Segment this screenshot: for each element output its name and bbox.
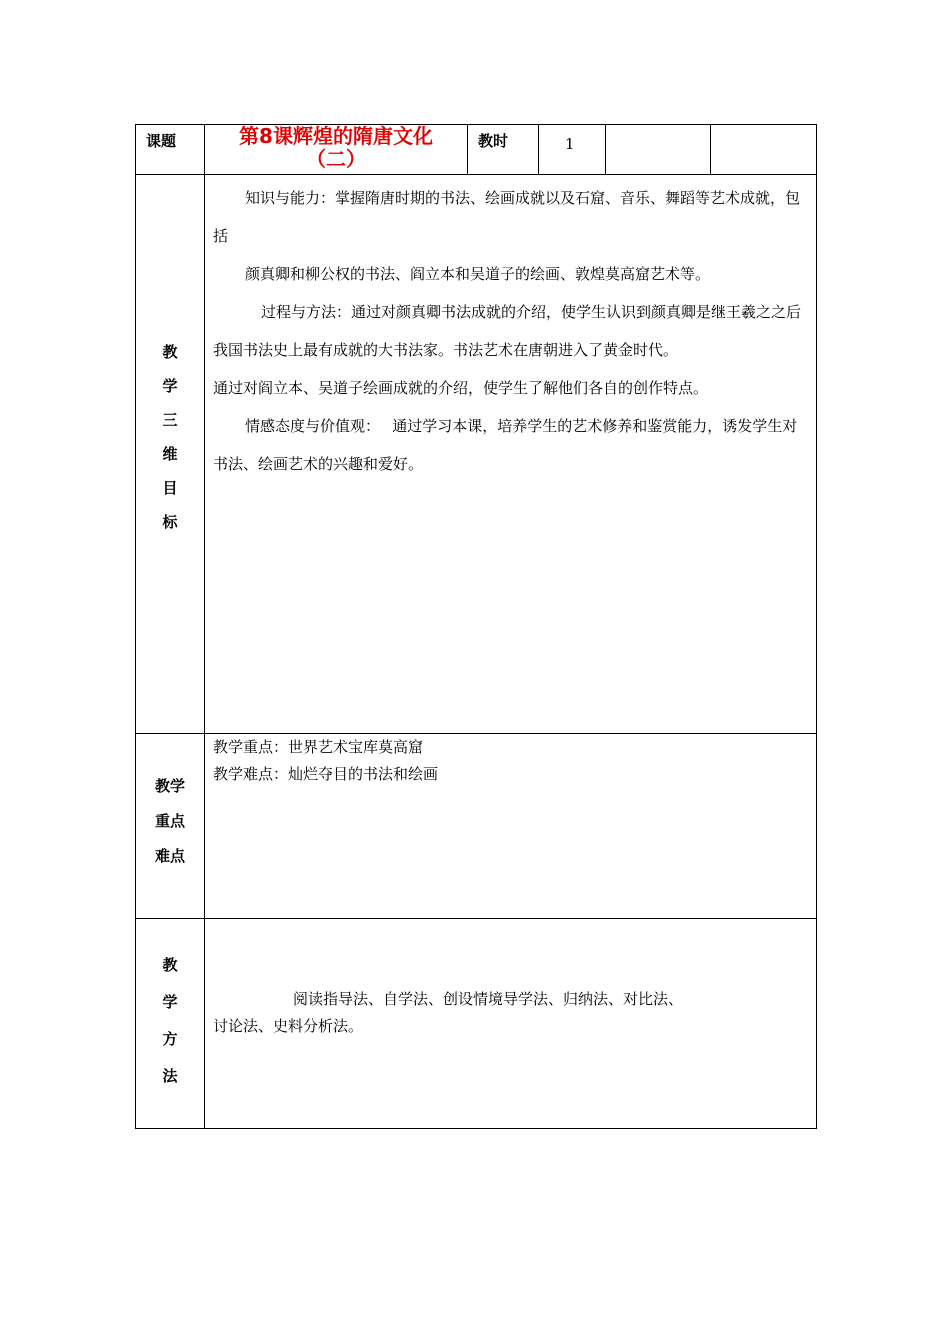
objective-knowledge-detail: 颜真卿和柳公权的书法、阎立本和吴道子的绘画、敦煌莫高窟艺术等。 xyxy=(245,265,711,283)
key-points-label-line: 重点 xyxy=(154,811,185,830)
teaching-difficulty: 教学难点：灿烂夺目的书法和绘画 xyxy=(213,765,439,783)
lesson-title-line2: （二） xyxy=(306,147,366,171)
key-points-content xyxy=(205,734,817,919)
objectives-label-char: 三 xyxy=(162,410,178,429)
key-points-label-line: 教学 xyxy=(154,776,185,795)
empty-cell-2 xyxy=(711,125,817,175)
objective-attitude: 情感态度与价值观： 通过学习本课，培养学生的艺术修养和鉴赏能力，诱发学生对书法、绘画艺术的兴趣和爱好。 xyxy=(213,417,798,473)
key-points-label xyxy=(136,734,205,919)
hours-value: 1 xyxy=(539,125,606,175)
lesson-title xyxy=(205,125,468,175)
lesson-plan-table xyxy=(135,124,817,1129)
objectives-row xyxy=(136,175,817,734)
empty-cell-1 xyxy=(606,125,711,175)
methods-label xyxy=(136,919,205,1129)
objectives-label-char: 学 xyxy=(162,376,178,395)
methods-line1: 阅读指导法、自学法、创设情境导学法、归纳法、对比法、 xyxy=(293,990,684,1008)
objectives-label-char: 标 xyxy=(162,512,178,531)
methods-label-char: 方 xyxy=(162,1029,178,1048)
teaching-focus: 教学重点：世界艺术宝库莫高窟 xyxy=(213,738,424,756)
objectives-label-char: 维 xyxy=(162,444,178,463)
lesson-title-line1: 第8课辉煌的隋唐文化 xyxy=(239,124,433,148)
header-row xyxy=(136,125,817,175)
hours-label: 教时 xyxy=(468,125,539,175)
methods-line2: 讨论法、史料分析法。 xyxy=(213,1017,364,1035)
objective-process: 过程与方法：通过对颜真卿书法成就的介绍，使学生认识到颜真卿是继王羲之之后我国书法史上最有成就的大书法家。书法艺术在唐朝进入了黄金时代。 xyxy=(213,303,802,359)
objectives-label xyxy=(136,175,205,734)
objectives-label-char: 目 xyxy=(162,478,178,497)
methods-row xyxy=(136,919,817,1129)
objectives-content xyxy=(205,175,817,734)
methods-label-char: 学 xyxy=(162,992,178,1011)
topic-label: 课题 xyxy=(136,125,205,175)
methods-label-char: 法 xyxy=(162,1066,178,1085)
methods-label-char: 教 xyxy=(162,955,178,974)
key-points-label-line: 难点 xyxy=(154,846,185,865)
objectives-label-char: 教 xyxy=(162,342,178,361)
methods-content xyxy=(205,919,817,1129)
key-points-row xyxy=(136,734,817,919)
objective-knowledge: 知识与能力：掌握隋唐时期的书法、绘画成就以及石窟、音乐、舞蹈等艺术成就，包括 xyxy=(213,189,801,245)
objective-process-detail: 通过对阎立本、吴道子绘画成就的介绍，使学生了解他们各自的创作特点。 xyxy=(213,379,709,397)
